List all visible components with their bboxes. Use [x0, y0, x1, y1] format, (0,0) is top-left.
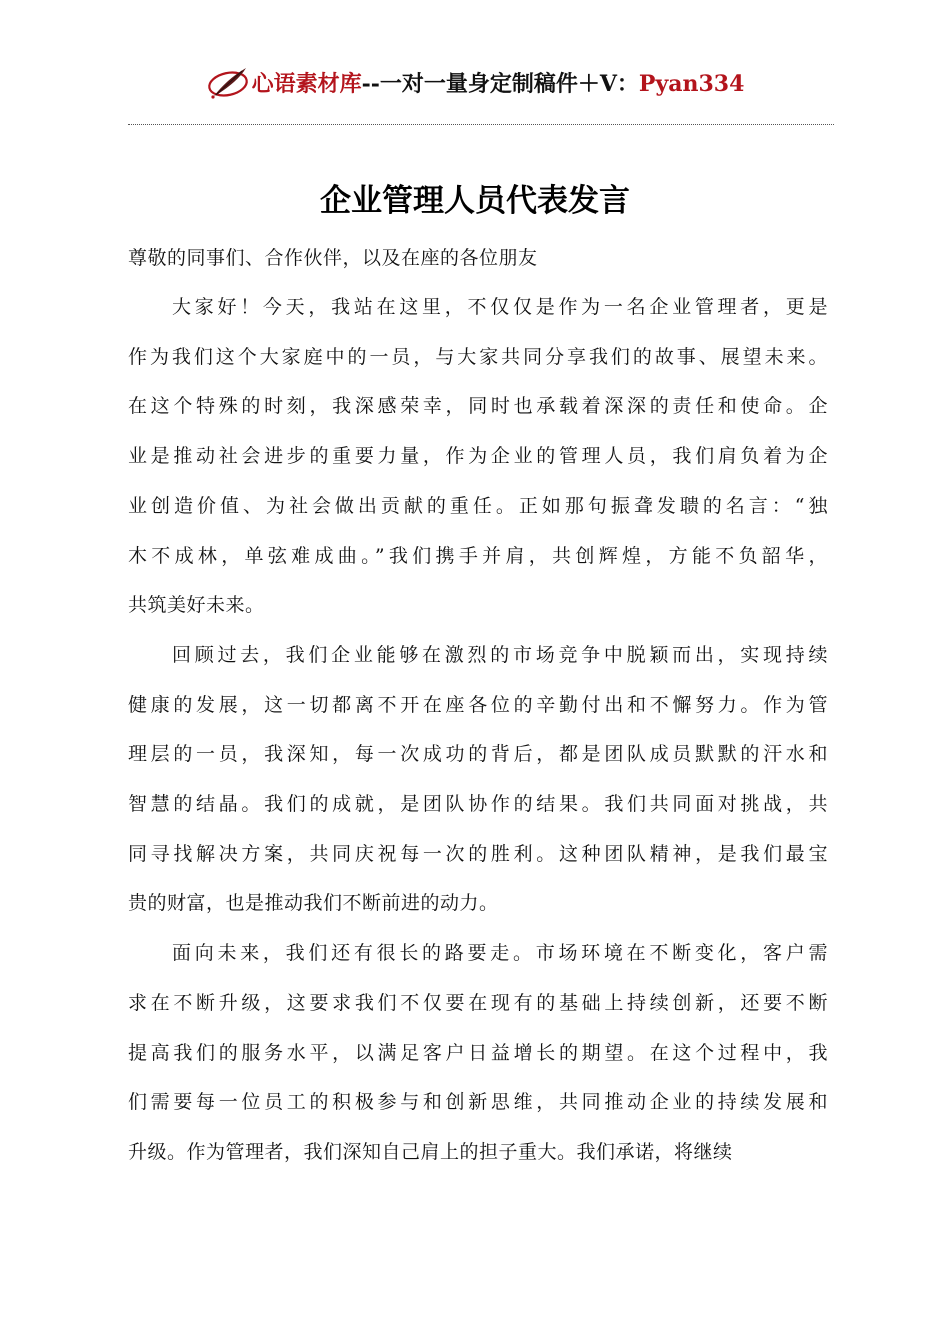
paragraph-line: 在这个特殊的时刻，我深感荣幸，同时也承载着深深的责任和使命。企 [128, 395, 828, 418]
header-separator: -- [361, 70, 380, 97]
paragraph-line: 健康的发展，这一切都离不开在座各位的辛勤付出和不懈努力。作为管 [128, 693, 828, 716]
paragraph-line: 业是推动社会进步的重要力量，作为企业的管理人员，我们肩负着为企 [128, 445, 828, 468]
paragraph-line: 们需要每一位员工的积极参与和创新思维，共同推动企业的持续发展和 [128, 1091, 828, 1114]
paragraph-line: 理层的一员，我深知，每一次成功的背后，都是团队成员默默的汗水和 [128, 743, 828, 766]
document-title: 企业管理人员代表发言 [320, 183, 630, 219]
paragraph-line: 业创造价值、为社会做出贡献的重任。正如那句振聋发聩的名言：“独 [128, 494, 828, 517]
page-header [0, 58, 950, 106]
quill-pen-logo-icon [206, 64, 250, 100]
paragraph-line: 贵的财富，也是推动我们不断前进的动力。 [128, 892, 499, 915]
paragraph-line: 作为我们这个大家庭中的一员，与大家共同分享我们的故事、展望未来。 [128, 345, 828, 368]
header-banner-text [252, 67, 745, 98]
header-contact-code: Pyan334 [638, 70, 745, 97]
paragraph-line: 同寻找解决方案，共同庆祝每一次的胜利。这种团队精神，是我们最宝 [128, 842, 828, 865]
paragraph-line: 大家好！今天，我站在这里，不仅仅是作为一名企业管理者，更是 [172, 296, 828, 318]
paragraph-line: 回顾过去，我们企业能够在激烈的市场竞争中脱颖而出，实现持续 [172, 643, 828, 666]
paragraph-line: 提高我们的服务水平，以满足客户日益增长的期望。在这个过程中，我 [128, 1041, 828, 1064]
body-paragraph [128, 929, 828, 1178]
paragraph-line: 木不成林，单弦难成曲。”我们携手并肩，共创辉煌，方能不负韶华， [128, 544, 828, 567]
header-divider [128, 124, 834, 125]
header-service-text: 一对一量身定制稿件＋V： [379, 70, 639, 97]
paragraph-line: 求在不断升级，这要求我们不仅要在现有的基础上持续创新，还要不断 [128, 991, 828, 1014]
paragraph-line: 面向未来，我们还有很长的路要走。市场环境在不断变化，客户需 [172, 942, 828, 965]
salutation: 尊敬的同事们、合作伙伴，以及在座的各位朋友 [128, 247, 538, 269]
body-paragraph [128, 283, 828, 631]
paragraph-line: 智慧的结晶。我们的成就，是团队协作的结果。我们共同面对挑战，共 [128, 793, 828, 816]
document-body [128, 233, 828, 1178]
body-paragraph [128, 631, 828, 929]
header-brand: 心语素材库 [251, 70, 362, 97]
paragraph-line: 升级。作为管理者，我们深知自己肩上的担子重大。我们承诺，将继续 [128, 1140, 733, 1163]
paragraph-line: 共筑美好未来。 [128, 594, 265, 617]
paragraph-list [128, 283, 828, 1178]
